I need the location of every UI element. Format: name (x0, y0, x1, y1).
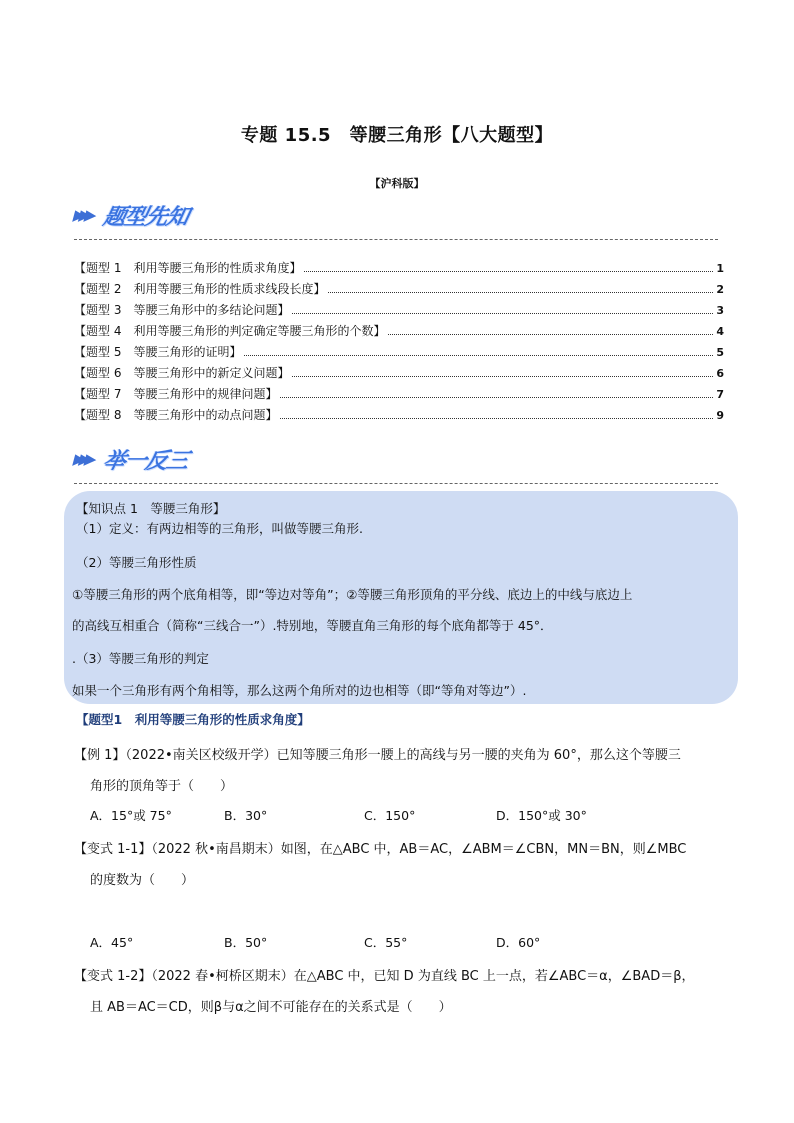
toc-item-page: 2 (716, 283, 724, 296)
option-b[interactable]: B．30° (224, 808, 268, 823)
toc-item-label: 【题型 5 等腰三角形的证明】 (74, 345, 242, 359)
option-c[interactable]: C．150° (364, 808, 416, 823)
knowledge-title: 【知识点 1 等腰三角形】 (76, 501, 226, 516)
table-of-contents (74, 259, 724, 427)
triple-arrow-icon: ▶▶▶ (71, 450, 94, 468)
variant-question-cont: 且 AB＝AC＝CD，则β与α之间不可能存在的关系式是（ ） (90, 1000, 452, 1015)
variant-question-cont: 的度数为（ ） (90, 873, 195, 888)
option-b[interactable]: B．50° (224, 935, 268, 950)
edition-label: 【沪科版】 (369, 177, 425, 190)
toc-item-label: 【题型 2 利用等腰三角形的性质求线段长度】 (74, 282, 326, 296)
knowledge-definition: （1）定义：有两边相等的三角形，叫做等腰三角形. (76, 521, 363, 536)
toc-leader (292, 304, 713, 314)
knowledge-property-line: ①等腰三角形的两个底角相等，即“等边对等角”；②等腰三角形顶角的平分线、底边上的中线与底边上 (72, 587, 633, 602)
toc-item[interactable] (74, 259, 724, 280)
variant-question: 【变式 1-2】（2022 春•柯桥区期末）在△ABC 中，已知 D 为直线 BC 上一点，若∠ABC＝α，∠BAD＝β， (74, 969, 695, 984)
toc-leader (328, 283, 713, 293)
toc-leader (388, 325, 713, 335)
toc-item-page: 7 (716, 388, 724, 401)
toc-item-page: 3 (716, 304, 724, 317)
example-question: 【例 1】（2022•南关区校级开学）已知等腰三角形一腰上的高线与另一腰的夹角为 60°，那么这个等腰三 (74, 748, 681, 763)
section-heading-label: 举一反三 (100, 449, 191, 474)
toc-item-page: 5 (716, 346, 724, 359)
toc-leader (304, 262, 713, 272)
toc-item[interactable] (74, 322, 724, 343)
toc-item-label: 【题型 6 等腰三角形中的新定义问题】 (74, 366, 290, 380)
toc-item-label: 【题型 4 利用等腰三角形的判定确定等腰三角形的个数】 (74, 324, 386, 338)
example-question-cont: 角形的顶角等于（ ） (90, 779, 234, 794)
toc-item-page: 1 (716, 262, 724, 275)
option-a[interactable]: A．45° (90, 935, 134, 950)
toc-item-label: 【题型 8 等腰三角形中的动点问题】 (74, 408, 278, 422)
toc-item-page: 6 (716, 367, 724, 380)
knowledge-judge-title: .（3）等腰三角形的判定 (72, 651, 209, 666)
dashed-divider (74, 483, 718, 484)
knowledge-judge: 如果一个三角形有两个角相等，那么这两个角所对的边也相等（即“等角对等边”）. (72, 683, 527, 698)
option-a[interactable]: A．15°或 75° (90, 808, 172, 823)
variant-question: 【变式 1-1】（2022 秋•南昌期末）如图，在△ABC 中，AB＝AC，∠ABM＝∠CBN，MN＝BN，则∠MBC (74, 842, 687, 857)
toc-leader (280, 409, 713, 419)
option-d[interactable]: D．150°或 30° (496, 808, 587, 823)
section-heading-practice (71, 444, 718, 484)
toc-item[interactable] (74, 280, 724, 301)
toc-item[interactable] (74, 364, 724, 385)
toc-item[interactable] (74, 406, 724, 427)
toc-item-label: 【题型 3 等腰三角形中的多结论问题】 (74, 303, 290, 317)
question-type-heading: 【题型1 利用等腰三角形的性质求角度】 (76, 712, 310, 727)
toc-item-page: 4 (716, 325, 724, 338)
option-c[interactable]: C．55° (364, 935, 408, 950)
page-title: 专题 15.5 等腰三角形【八大题型】 (240, 125, 554, 146)
section-heading-toc (71, 200, 718, 240)
knowledge-property-line: 的高线互相重合（简称“三线合一”）.特别地，等腰直角三角形的每个底角都等于 45°． (72, 618, 553, 633)
dashed-divider (74, 239, 718, 240)
toc-leader (280, 388, 713, 398)
option-d[interactable]: D．60° (496, 935, 541, 950)
triple-arrow-icon: ▶▶▶ (71, 206, 94, 224)
toc-item-label: 【题型 7 等腰三角形中的规律问题】 (74, 387, 278, 401)
knowledge-property-title: （2）等腰三角形性质 (76, 555, 197, 570)
toc-item-page: 9 (716, 409, 724, 422)
toc-item[interactable] (74, 343, 724, 364)
toc-item[interactable] (74, 301, 724, 322)
toc-item-label: 【题型 1 利用等腰三角形的性质求角度】 (74, 261, 302, 275)
toc-leader (292, 367, 713, 377)
toc-item[interactable] (74, 385, 724, 406)
toc-leader (244, 346, 713, 356)
section-heading-label: 题型先知 (100, 205, 191, 230)
